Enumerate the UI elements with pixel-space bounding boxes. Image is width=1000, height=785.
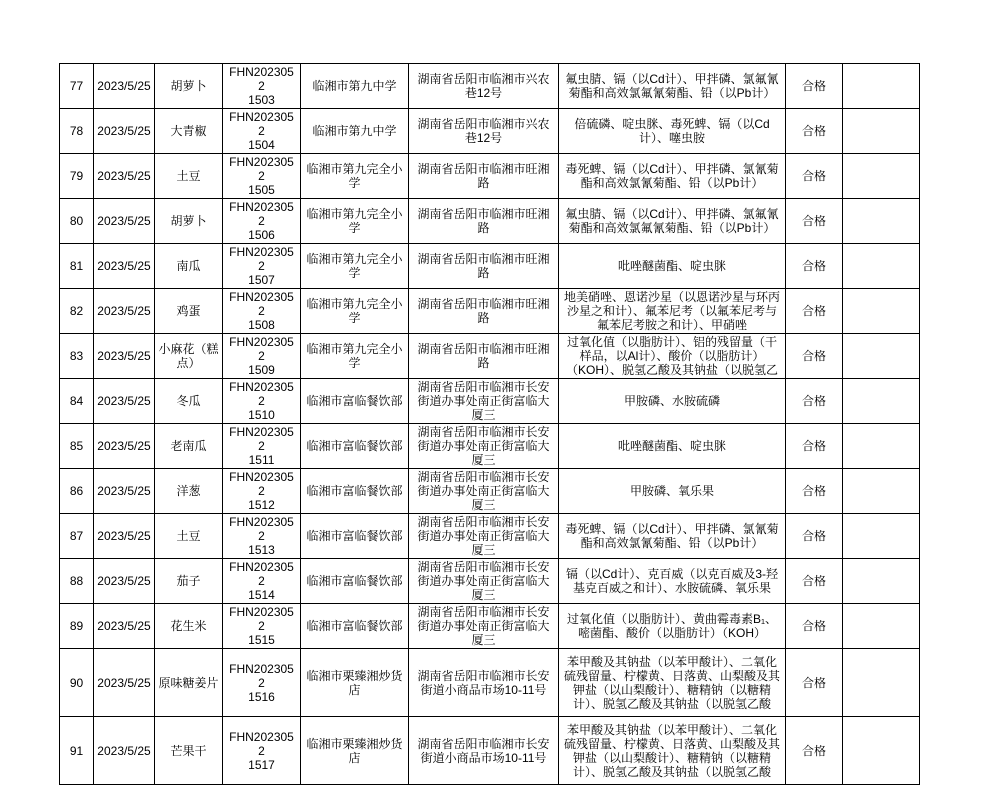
unit-address-cell: 湖南省岳阳市临湘市旺湘路 xyxy=(409,154,559,199)
row-number-cell: 85 xyxy=(60,424,94,469)
row-number-cell: 81 xyxy=(60,244,94,289)
remark-cell xyxy=(843,244,920,289)
row-number-cell: 86 xyxy=(60,469,94,514)
result-status-cell: 合格 xyxy=(786,514,843,559)
sample-code-line: 1506 xyxy=(248,228,275,242)
result-status-cell: 合格 xyxy=(786,244,843,289)
sampled-unit-cell: 临湘市第九完全小学 xyxy=(301,289,409,334)
sampled-unit-cell: 临湘市第九完全小学 xyxy=(301,334,409,379)
sample-code-line: 1505 xyxy=(248,183,275,197)
remark-cell xyxy=(843,649,920,717)
sampled-unit-cell: 临湘市富临餐饮部 xyxy=(301,559,409,604)
test-items-cell: 甲胺磷、水胺硫磷 xyxy=(559,379,786,424)
remark-cell xyxy=(843,379,920,424)
result-status-cell: 合格 xyxy=(786,469,843,514)
table-row xyxy=(60,64,920,109)
table-row xyxy=(60,334,920,379)
sample-name-cell: 小麻花（糕点） xyxy=(155,334,223,379)
sample-code-line: 1512 xyxy=(248,498,275,512)
test-items-cell: 苯甲酸及其钠盐（以苯甲酸计）、二氧化硫残留量、柠檬黄、日落黄、山梨酸及其钾盐（以山梨酸计）、糖精钠（以糖精计）、脱氢乙酸及其钠盐（以脱氢乙酸 xyxy=(559,649,786,717)
remark-cell xyxy=(843,514,920,559)
sampled-unit-cell: 临湘市栗臻湘炒货店 xyxy=(301,717,409,785)
sample-date-cell: 2023/5/25 xyxy=(94,717,155,785)
sample-code-cell xyxy=(223,379,301,424)
table-row xyxy=(60,514,920,559)
sample-code-cell xyxy=(223,424,301,469)
sample-code-cell xyxy=(223,64,301,109)
sample-code-line: 1514 xyxy=(248,588,275,602)
sample-code-line: 1513 xyxy=(248,543,275,557)
test-items-cell: 氟虫腈、镉（以Cd计）、甲拌磷、氯氟氰菊酯和高效氯氟氰菊酯、铅（以Pb计） xyxy=(559,199,786,244)
unit-address-cell: 湖南省岳阳市临湘市长安街道办事处南正街富临大厦三 xyxy=(409,559,559,604)
table-row xyxy=(60,289,920,334)
result-status-cell: 合格 xyxy=(786,379,843,424)
sampled-unit-cell: 临湘市第九中学 xyxy=(301,64,409,109)
remark-cell xyxy=(843,604,920,649)
row-number-cell: 90 xyxy=(60,649,94,717)
result-status-cell: 合格 xyxy=(786,604,843,649)
remark-cell xyxy=(843,109,920,154)
unit-address-cell: 湖南省岳阳市临湘市长安街道小商品市场10-11号 xyxy=(409,717,559,785)
sample-code-line: FHN2023052 xyxy=(229,200,294,228)
test-items-cell: 过氧化值（以脂肪计）、黄曲霉毒素B₁、嘧菌酯、酸价（以脂肪计）（KOH） xyxy=(559,604,786,649)
test-items-cell: 毒死蜱、镉（以Cd计）、甲拌磷、氯氰菊酯和高效氯氰菊酯、铅（以Pb计） xyxy=(559,154,786,199)
sampled-unit-cell: 临湘市第九中学 xyxy=(301,109,409,154)
result-status-cell: 合格 xyxy=(786,717,843,785)
sample-name-cell: 胡萝卜 xyxy=(155,64,223,109)
unit-address-cell: 湖南省岳阳市临湘市长安街道小商品市场10-11号 xyxy=(409,649,559,717)
table-row xyxy=(60,604,920,649)
sample-code-cell xyxy=(223,514,301,559)
sample-code-cell xyxy=(223,649,301,717)
table-row xyxy=(60,244,920,289)
row-number-cell: 89 xyxy=(60,604,94,649)
sample-code-line: 1509 xyxy=(248,363,275,377)
unit-address-cell: 湖南省岳阳市临湘市长安街道办事处南正街富临大厦三 xyxy=(409,514,559,559)
result-status-cell: 合格 xyxy=(786,424,843,469)
test-items-cell: 吡唑醚菌酯、啶虫脒 xyxy=(559,424,786,469)
sampled-unit-cell: 临湘市富临餐饮部 xyxy=(301,604,409,649)
sample-code-line: 1517 xyxy=(248,757,275,772)
sample-code-line: 1511 xyxy=(248,453,275,467)
sample-code-line: FHN2023052 xyxy=(229,729,294,758)
test-items-cell: 倍硫磷、啶虫脒、毒死蜱、镉（以Cd计）、噻虫胺 xyxy=(559,109,786,154)
sample-code-cell xyxy=(223,334,301,379)
sampled-unit-cell: 临湘市富临餐饮部 xyxy=(301,469,409,514)
sample-code-cell xyxy=(223,717,301,785)
sample-date-cell: 2023/5/25 xyxy=(94,289,155,334)
sample-date-cell: 2023/5/25 xyxy=(94,424,155,469)
sample-name-cell: 原味糖姜片 xyxy=(155,649,223,717)
test-items-cell: 过氧化值（以脂肪计）、铝的残留量（干样品，以Al计）、酸价（以脂肪计）（KOH）、脱氢乙酸及其钠盐（以脱氢乙 xyxy=(559,334,786,379)
sample-code-cell xyxy=(223,244,301,289)
row-number-cell: 91 xyxy=(60,717,94,785)
table-row xyxy=(60,469,920,514)
sample-name-cell: 土豆 xyxy=(155,514,223,559)
unit-address-cell: 湖南省岳阳市临湘市兴农巷12号 xyxy=(409,64,559,109)
table-row xyxy=(60,109,920,154)
sample-name-cell: 土豆 xyxy=(155,154,223,199)
table-body xyxy=(60,64,920,785)
sample-code-cell xyxy=(223,469,301,514)
test-items-cell: 氟虫腈、镉（以Cd计）、甲拌磷、氯氟氰菊酯和高效氯氟氰菊酯、铅（以Pb计） xyxy=(559,64,786,109)
sample-name-cell: 洋葱 xyxy=(155,469,223,514)
result-status-cell: 合格 xyxy=(786,289,843,334)
remark-cell xyxy=(843,334,920,379)
remark-cell xyxy=(843,469,920,514)
sample-code-line: FHN2023052 xyxy=(229,65,294,93)
result-status-cell: 合格 xyxy=(786,559,843,604)
sample-name-cell: 芒果干 xyxy=(155,717,223,785)
result-status-cell: 合格 xyxy=(786,199,843,244)
sample-date-cell: 2023/5/25 xyxy=(94,559,155,604)
remark-cell xyxy=(843,717,920,785)
sampled-unit-cell: 临湘市栗臻湘炒货店 xyxy=(301,649,409,717)
row-number-cell: 87 xyxy=(60,514,94,559)
sampled-unit-cell: 临湘市第九完全小学 xyxy=(301,244,409,289)
test-items-cell: 毒死蜱、镉（以Cd计）、甲拌磷、氯氰菊酯和高效氯氰菊酯、铅（以Pb计） xyxy=(559,514,786,559)
unit-address-cell: 湖南省岳阳市临湘市旺湘路 xyxy=(409,289,559,334)
sample-date-cell: 2023/5/25 xyxy=(94,604,155,649)
sample-code-line: 1503 xyxy=(248,93,275,107)
sample-code-line: FHN2023052 xyxy=(229,335,294,363)
result-status-cell: 合格 xyxy=(786,64,843,109)
sample-code-line: 1507 xyxy=(248,273,275,287)
row-number-cell: 82 xyxy=(60,289,94,334)
sample-date-cell: 2023/5/25 xyxy=(94,379,155,424)
sample-code-line: 1510 xyxy=(248,408,275,422)
remark-cell xyxy=(843,64,920,109)
sample-code-line: FHN2023052 xyxy=(229,470,294,498)
test-items-cell: 吡唑醚菌酯、啶虫脒 xyxy=(559,244,786,289)
sample-code-line: 1504 xyxy=(248,138,275,152)
sample-date-cell: 2023/5/25 xyxy=(94,244,155,289)
sample-code-line: 1516 xyxy=(248,689,275,704)
row-number-cell: 84 xyxy=(60,379,94,424)
unit-address-cell: 湖南省岳阳市临湘市旺湘路 xyxy=(409,244,559,289)
table-row xyxy=(60,717,920,785)
sample-code-cell xyxy=(223,199,301,244)
sample-date-cell: 2023/5/25 xyxy=(94,649,155,717)
food-sampling-results-table xyxy=(59,63,920,785)
table-row xyxy=(60,649,920,717)
test-items-cell: 镉（以Cd计）、克百威（以克百威及3-羟基克百威之和计）、水胺硫磷、氧乐果 xyxy=(559,559,786,604)
sample-name-cell: 南瓜 xyxy=(155,244,223,289)
sampled-unit-cell: 临湘市第九完全小学 xyxy=(301,199,409,244)
sampled-unit-cell: 临湘市富临餐饮部 xyxy=(301,424,409,469)
row-number-cell: 80 xyxy=(60,199,94,244)
unit-address-cell: 湖南省岳阳市临湘市长安街道办事处南正街富临大厦三 xyxy=(409,469,559,514)
sample-date-cell: 2023/5/25 xyxy=(94,334,155,379)
result-status-cell: 合格 xyxy=(786,154,843,199)
row-number-cell: 77 xyxy=(60,64,94,109)
test-items-cell: 苯甲酸及其钠盐（以苯甲酸计）、二氧化硫残留量、柠檬黄、日落黄、山梨酸及其钾盐（以山梨酸计）、糖精钠（以糖精计）、脱氢乙酸及其钠盐（以脱氢乙酸 xyxy=(559,717,786,785)
sample-name-cell: 老南瓜 xyxy=(155,424,223,469)
sample-name-cell: 鸡蛋 xyxy=(155,289,223,334)
unit-address-cell: 湖南省岳阳市临湘市长安街道办事处南正街富临大厦三 xyxy=(409,379,559,424)
table-row xyxy=(60,379,920,424)
test-items-cell: 地美硝唑、恩诺沙星（以恩诺沙星与环丙沙星之和计）、氟苯尼考（以氟苯尼考与氟苯尼考胺之和计）、甲硝唑 xyxy=(559,289,786,334)
sample-code-line: FHN2023052 xyxy=(229,155,294,183)
row-number-cell: 79 xyxy=(60,154,94,199)
sample-code-line: FHN2023052 xyxy=(229,425,294,453)
table-row xyxy=(60,559,920,604)
table-row xyxy=(60,154,920,199)
row-number-cell: 78 xyxy=(60,109,94,154)
remark-cell xyxy=(843,199,920,244)
sample-code-cell xyxy=(223,109,301,154)
sampled-unit-cell: 临湘市富临餐饮部 xyxy=(301,514,409,559)
sample-code-line: FHN2023052 xyxy=(229,290,294,318)
remark-cell xyxy=(843,424,920,469)
sample-code-line: FHN2023052 xyxy=(229,110,294,138)
row-number-cell: 83 xyxy=(60,334,94,379)
sample-code-line: FHN2023052 xyxy=(229,380,294,408)
sample-name-cell: 花生米 xyxy=(155,604,223,649)
unit-address-cell: 湖南省岳阳市临湘市旺湘路 xyxy=(409,334,559,379)
sample-code-cell xyxy=(223,154,301,199)
table-row xyxy=(60,199,920,244)
sample-code-line: FHN2023052 xyxy=(229,661,294,690)
sample-name-cell: 冬瓜 xyxy=(155,379,223,424)
unit-address-cell: 湖南省岳阳市临湘市兴农巷12号 xyxy=(409,109,559,154)
sample-name-cell: 胡萝卜 xyxy=(155,199,223,244)
sampled-unit-cell: 临湘市富临餐饮部 xyxy=(301,379,409,424)
remark-cell xyxy=(843,559,920,604)
sample-code-cell xyxy=(223,559,301,604)
sample-code-line: FHN2023052 xyxy=(229,245,294,273)
sample-date-cell: 2023/5/25 xyxy=(94,64,155,109)
sample-date-cell: 2023/5/25 xyxy=(94,109,155,154)
result-status-cell: 合格 xyxy=(786,334,843,379)
sampled-unit-cell: 临湘市第九完全小学 xyxy=(301,154,409,199)
sample-code-line: 1508 xyxy=(248,318,275,332)
unit-address-cell: 湖南省岳阳市临湘市长安街道办事处南正街富临大厦三 xyxy=(409,424,559,469)
row-number-cell: 88 xyxy=(60,559,94,604)
table-row xyxy=(60,424,920,469)
sample-name-cell: 茄子 xyxy=(155,559,223,604)
sample-date-cell: 2023/5/25 xyxy=(94,469,155,514)
result-status-cell: 合格 xyxy=(786,109,843,154)
sample-code-cell xyxy=(223,604,301,649)
sample-code-line: FHN2023052 xyxy=(229,560,294,588)
test-items-cell: 甲胺磷、氧乐果 xyxy=(559,469,786,514)
sample-name-cell: 大青椒 xyxy=(155,109,223,154)
sample-code-cell xyxy=(223,289,301,334)
sample-date-cell: 2023/5/25 xyxy=(94,514,155,559)
unit-address-cell: 湖南省岳阳市临湘市旺湘路 xyxy=(409,199,559,244)
sample-code-line: FHN2023052 xyxy=(229,515,294,543)
sample-date-cell: 2023/5/25 xyxy=(94,154,155,199)
sample-code-line: 1515 xyxy=(248,633,275,647)
remark-cell xyxy=(843,154,920,199)
result-status-cell: 合格 xyxy=(786,649,843,717)
remark-cell xyxy=(843,289,920,334)
unit-address-cell: 湖南省岳阳市临湘市长安街道办事处南正街富临大厦三 xyxy=(409,604,559,649)
sample-date-cell: 2023/5/25 xyxy=(94,199,155,244)
sample-code-line: FHN2023052 xyxy=(229,605,294,633)
